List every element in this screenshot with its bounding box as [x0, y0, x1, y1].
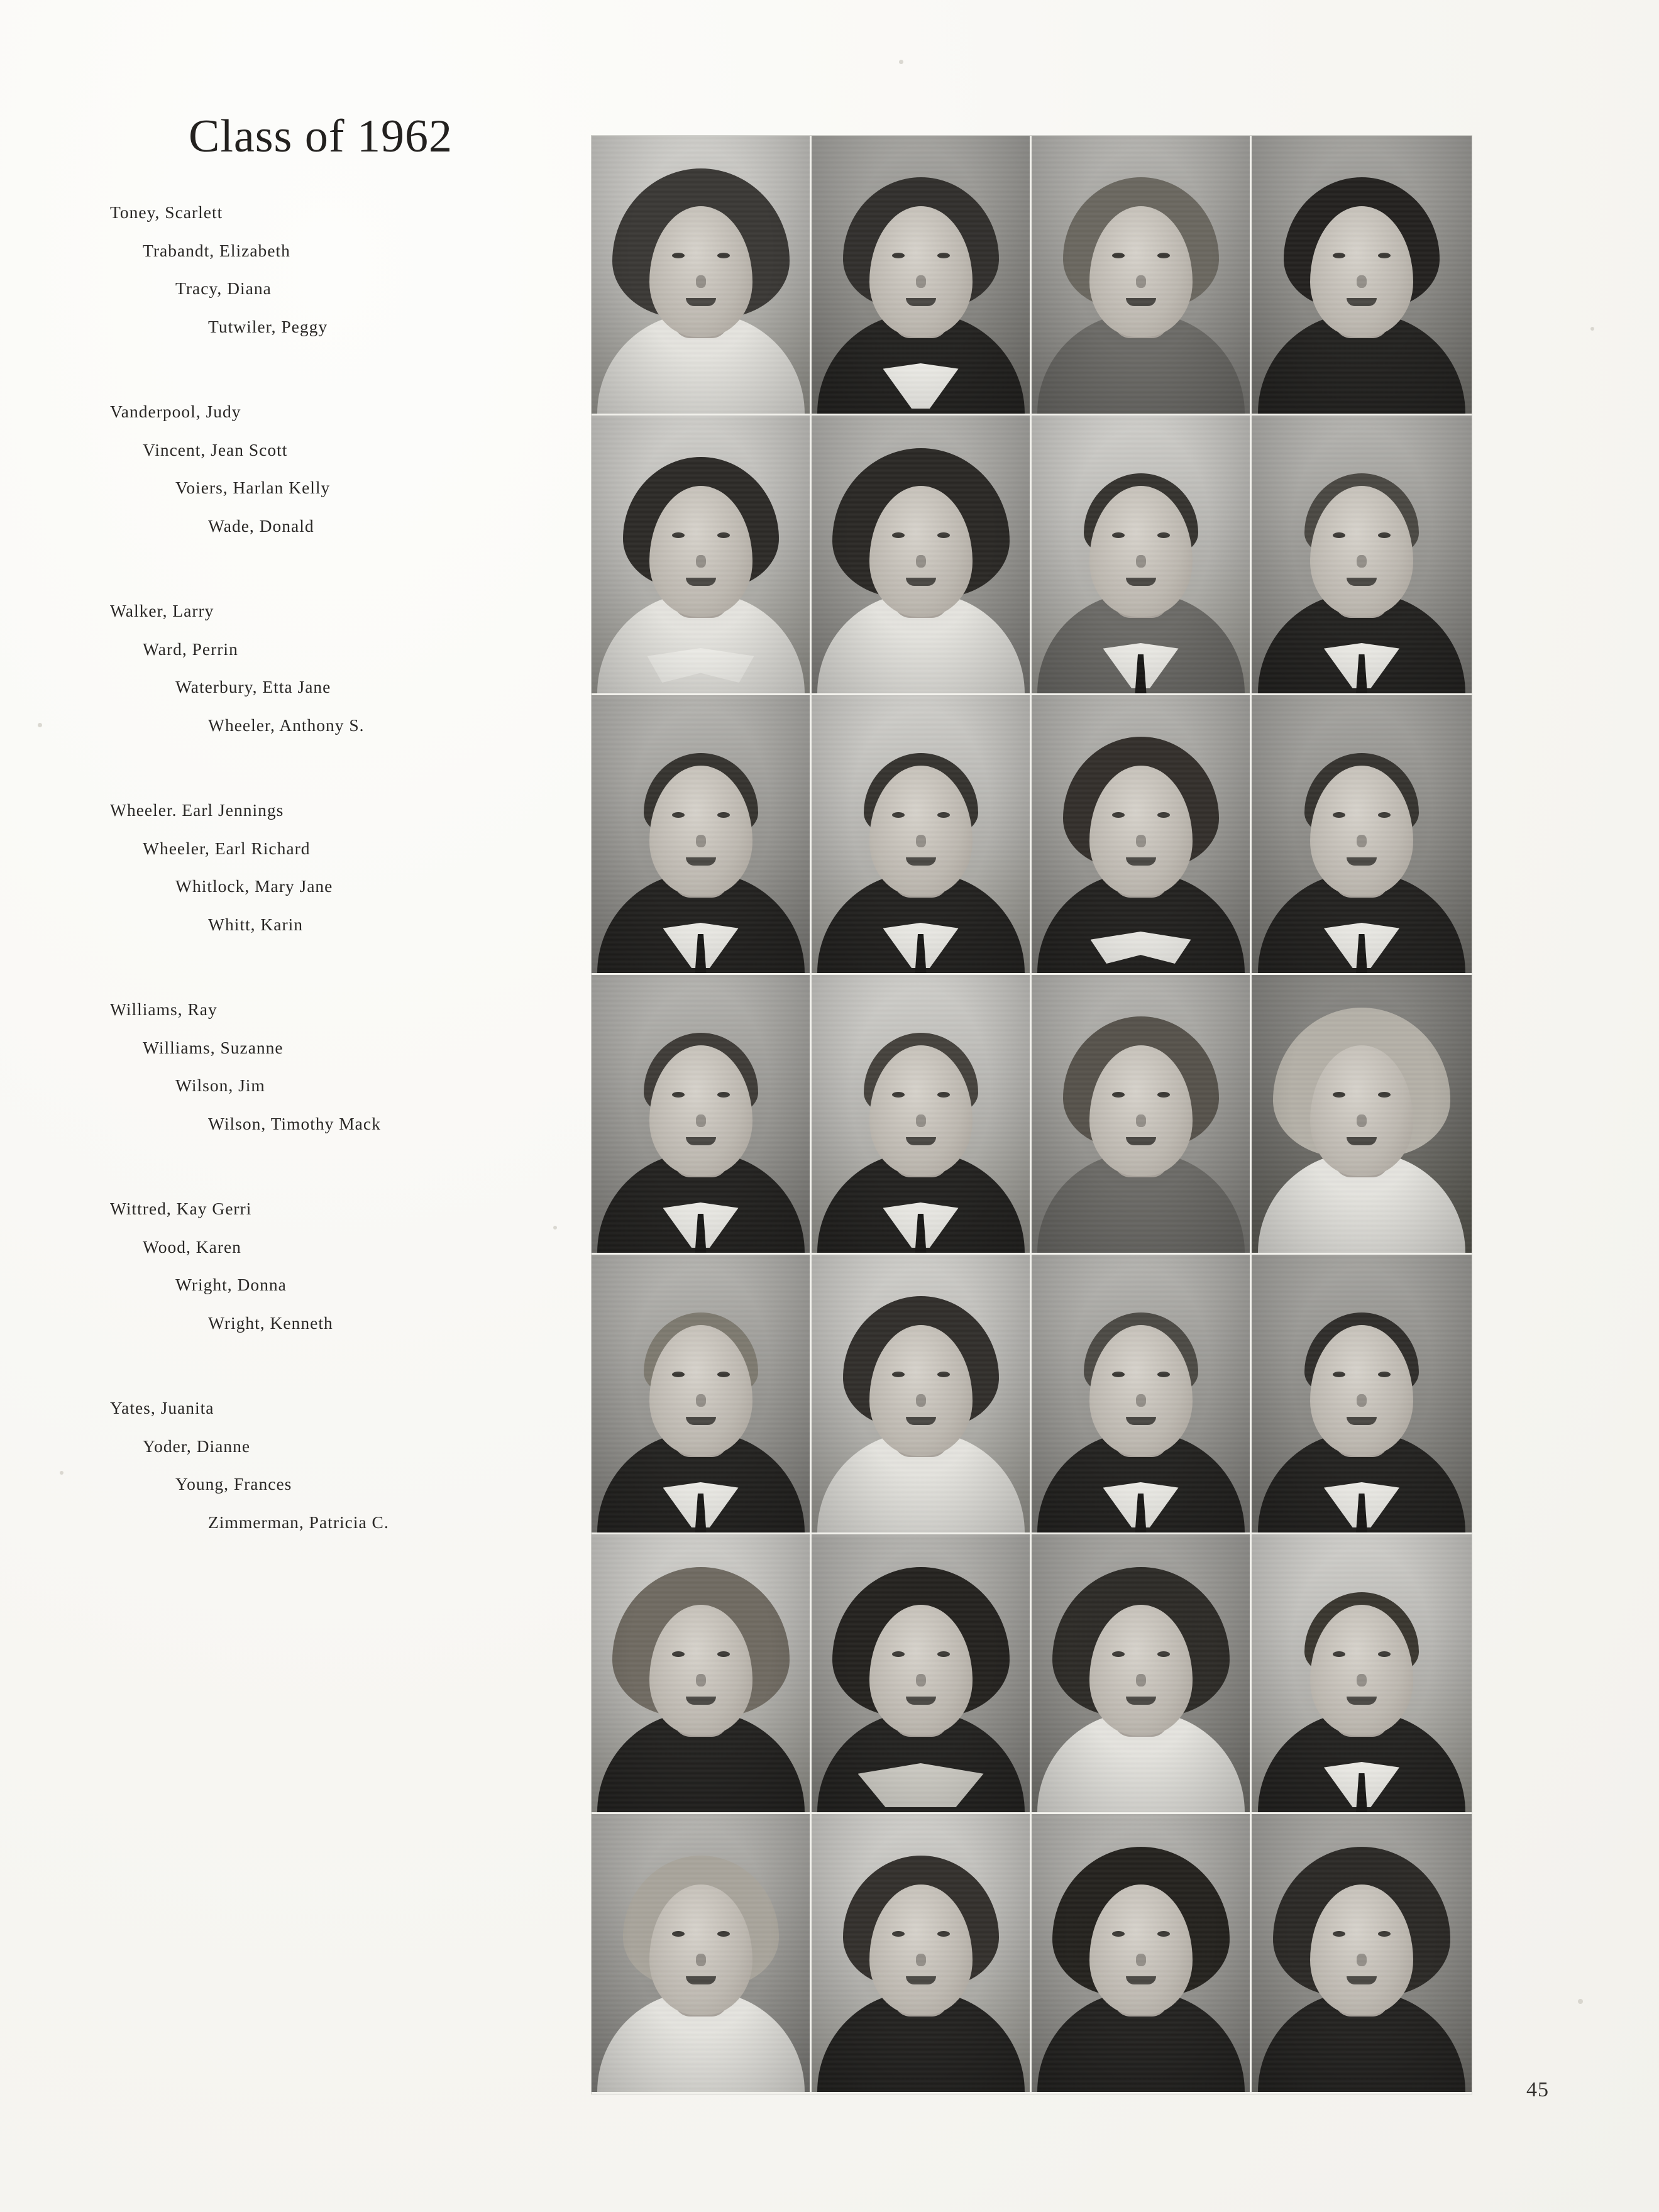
portrait-photo [1252, 1814, 1472, 2094]
portrait-photo [1252, 695, 1472, 975]
portrait-photo [1252, 1534, 1472, 1814]
student-name: Wright, Donna [175, 1275, 287, 1294]
student-name: Vanderpool, Judy [110, 402, 241, 421]
student-name: Ward, Perrin [143, 639, 238, 659]
student-name: Vincent, Jean Scott [143, 439, 288, 459]
portrait-photo [1032, 695, 1252, 975]
name-group [110, 602, 588, 734]
student-name: Whitt, Karin [208, 914, 303, 934]
student-name: Toney, Scarlett [110, 202, 223, 222]
portrait-photo [1032, 975, 1252, 1255]
student-name: Wheeler. Earl Jennings [110, 800, 284, 820]
portrait-photo [1032, 1255, 1252, 1534]
paper-speck [60, 1471, 63, 1475]
portrait-photo [592, 695, 812, 975]
student-name: Tracy, Diana [175, 278, 272, 298]
student-name: Wittred, Kay Gerri [110, 1199, 252, 1218]
portrait-photo [592, 975, 812, 1255]
student-name: Wade, Donald [208, 515, 314, 536]
portrait-photo [1252, 1255, 1472, 1534]
student-name: Wheeler, Earl Richard [143, 838, 311, 858]
portrait-photo [1252, 975, 1472, 1255]
portrait-photo [812, 975, 1032, 1255]
portrait-photo [592, 415, 812, 695]
portrait-photo [592, 136, 812, 415]
name-group [110, 1200, 588, 1331]
portrait-grid [591, 135, 1472, 2094]
portrait-photo [592, 1814, 812, 2094]
paper-speck [1590, 327, 1594, 331]
portrait-photo [812, 1255, 1032, 1534]
student-name: Tutwiler, Peggy [208, 316, 328, 336]
portrait-photo [1032, 1814, 1252, 2094]
student-name: Voiers, Harlan Kelly [175, 478, 331, 497]
portrait-photo [1252, 415, 1472, 695]
portrait-photo [812, 1814, 1032, 2094]
student-name: Whitlock, Mary Jane [175, 876, 333, 896]
portrait-photo [812, 415, 1032, 695]
name-list-column [110, 113, 588, 1598]
name-group [110, 1001, 588, 1132]
student-name: Trabandt, Elizabeth [143, 240, 290, 260]
student-name: Waterbury, Etta Jane [175, 677, 331, 696]
name-group [110, 403, 588, 534]
page-title: Class of 1962 [189, 111, 453, 162]
paper-speck [38, 723, 42, 727]
name-group [110, 801, 588, 933]
portrait-photo [812, 1534, 1032, 1814]
page-number: 45 [1526, 2078, 1549, 2101]
student-name: Williams, Ray [110, 999, 218, 1019]
name-group [110, 1399, 588, 1531]
portrait-photo [1032, 415, 1252, 695]
portrait-photo [812, 695, 1032, 975]
student-name: Yates, Juanita [110, 1398, 214, 1417]
paper-speck [899, 60, 903, 64]
student-name: Wood, Karen [143, 1236, 241, 1257]
name-group [110, 204, 588, 335]
portrait-photo [1032, 1534, 1252, 1814]
student-name: Young, Frances [175, 1474, 292, 1494]
portrait-photo [812, 136, 1032, 415]
student-name: Wilson, Timothy Mack [208, 1113, 381, 1133]
student-name: Wright, Kenneth [208, 1312, 333, 1333]
student-name: Wilson, Jim [175, 1076, 265, 1095]
portrait-photo [592, 1534, 812, 1814]
portrait-photo [592, 1255, 812, 1534]
student-name: Williams, Suzanne [143, 1037, 284, 1057]
student-name: Yoder, Dianne [143, 1436, 251, 1456]
portrait-photo [1252, 136, 1472, 415]
paper-speck [1578, 1999, 1583, 2004]
student-name: Zimmerman, Patricia C. [208, 1512, 389, 1532]
student-name: Walker, Larry [110, 601, 214, 620]
portrait-photo [1032, 136, 1252, 415]
student-name: Wheeler, Anthony S. [208, 715, 365, 735]
